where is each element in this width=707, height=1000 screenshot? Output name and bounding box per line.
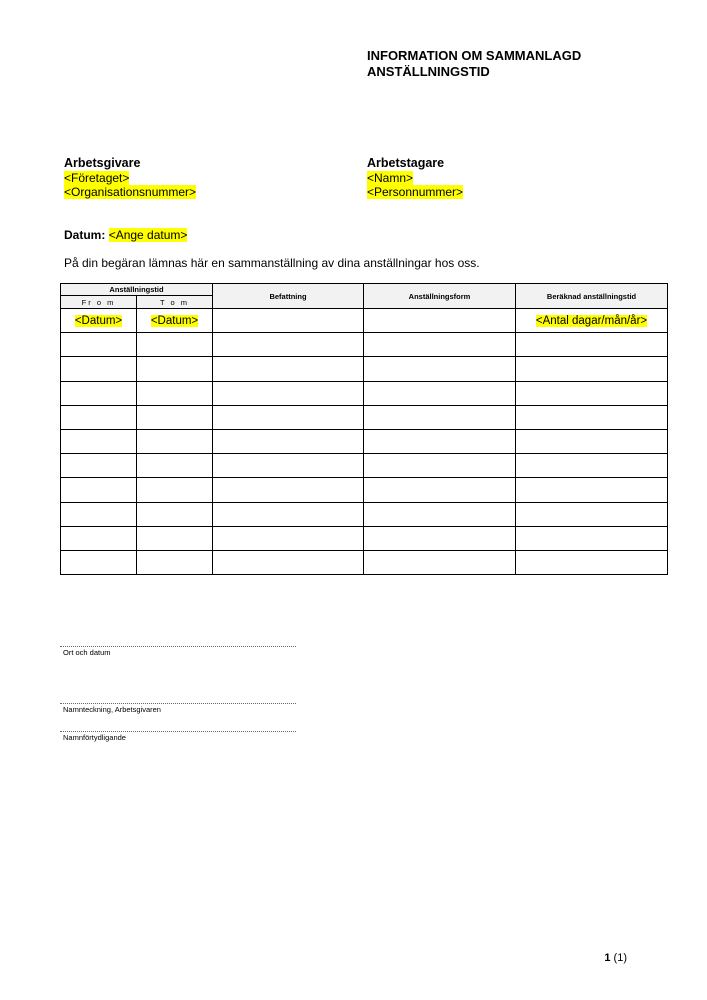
title-line-1: INFORMATION OM SAMMANLAGD	[367, 48, 582, 63]
cell-calculated-time[interactable]	[516, 526, 668, 550]
cell-position[interactable]	[213, 454, 364, 478]
cell-employment-form[interactable]	[364, 381, 516, 405]
cell-from[interactable]	[61, 454, 137, 478]
table-row	[61, 429, 668, 453]
cell-employment-form[interactable]	[364, 357, 516, 381]
cell-position[interactable]	[213, 502, 364, 526]
name-clarification-line[interactable]	[60, 731, 296, 732]
cell-tom[interactable]	[137, 405, 213, 429]
employer-org-number-field[interactable]: <Organisationsnummer>	[64, 185, 197, 199]
cell-position[interactable]	[213, 333, 364, 357]
employee-personal-number-field[interactable]: <Personnummer>	[367, 185, 464, 199]
cell-employment-form[interactable]	[364, 502, 516, 526]
page-total: (1)	[613, 952, 627, 964]
cell-calculated-time[interactable]	[516, 454, 668, 478]
cell-tom[interactable]	[137, 526, 213, 550]
cell-calculated-time[interactable]	[516, 333, 668, 357]
cell-calculated-time[interactable]	[516, 550, 668, 574]
cell-position[interactable]	[213, 478, 364, 502]
table-row	[61, 309, 668, 333]
from-date-field[interactable]: <Datum>	[74, 314, 123, 327]
cell-employment-form[interactable]	[364, 550, 516, 574]
page-current: 1	[604, 952, 611, 964]
cell-tom[interactable]	[137, 333, 213, 357]
table-row	[61, 357, 668, 381]
cell-calculated-time[interactable]	[516, 309, 668, 333]
cell-calculated-time[interactable]	[516, 429, 668, 453]
header-from: Fr o m	[61, 296, 137, 309]
table-row	[61, 333, 668, 357]
cell-tom[interactable]	[137, 429, 213, 453]
header-employment-form: Anställningsform	[364, 284, 516, 309]
cell-from[interactable]	[61, 502, 137, 526]
table-row	[61, 526, 668, 550]
table-row	[61, 405, 668, 429]
table-row	[61, 454, 668, 478]
header-tom: T o m	[137, 296, 213, 309]
cell-from[interactable]	[61, 309, 137, 333]
table-row	[61, 381, 668, 405]
cell-position[interactable]	[213, 357, 364, 381]
cell-calculated-time[interactable]	[516, 357, 668, 381]
cell-tom[interactable]	[137, 502, 213, 526]
employer-company-field[interactable]: <Företaget>	[64, 171, 130, 185]
employer-heading: Arbetsgivare	[64, 156, 141, 170]
cell-position[interactable]	[213, 381, 364, 405]
cell-from[interactable]	[61, 550, 137, 574]
cell-tom[interactable]	[137, 357, 213, 381]
cell-tom[interactable]	[137, 309, 213, 333]
employer-block	[64, 156, 196, 199]
cell-employment-form[interactable]	[364, 333, 516, 357]
signature-label: Namnteckning, Arbetsgivaren	[63, 705, 161, 714]
cell-from[interactable]	[61, 429, 137, 453]
employee-block	[367, 156, 463, 199]
place-date-line[interactable]	[60, 646, 296, 647]
cell-position[interactable]	[213, 405, 364, 429]
employment-table	[60, 283, 668, 575]
cell-calculated-time[interactable]	[516, 502, 668, 526]
cell-tom[interactable]	[137, 381, 213, 405]
place-date-label: Ort och datum	[63, 648, 111, 657]
document-title	[367, 48, 581, 80]
table-row	[61, 502, 668, 526]
title-line-2: ANSTÄLLNINGSTID	[367, 64, 490, 79]
signature-line[interactable]	[60, 703, 296, 704]
employee-heading: Arbetstagare	[367, 156, 445, 170]
cell-from[interactable]	[61, 526, 137, 550]
cell-from[interactable]	[61, 381, 137, 405]
cell-calculated-time[interactable]	[516, 405, 668, 429]
table-row	[61, 478, 668, 502]
header-employment-period: Anställningstid	[61, 284, 213, 296]
cell-employment-form[interactable]	[364, 405, 516, 429]
cell-position[interactable]	[213, 526, 364, 550]
calculated-time-field[interactable]: <Antal dagar/mån/år>	[535, 314, 648, 327]
cell-employment-form[interactable]	[364, 429, 516, 453]
cell-calculated-time[interactable]	[516, 478, 668, 502]
cell-calculated-time[interactable]	[516, 381, 668, 405]
cell-tom[interactable]	[137, 454, 213, 478]
cell-position[interactable]	[213, 309, 364, 333]
intro-text: På din begäran lämnas här en sammanställning av dina anställningar hos oss.	[64, 256, 480, 270]
cell-tom[interactable]	[137, 550, 213, 574]
cell-employment-form[interactable]	[364, 478, 516, 502]
cell-from[interactable]	[61, 357, 137, 381]
page-number	[604, 952, 627, 964]
cell-from[interactable]	[61, 478, 137, 502]
employee-name-field[interactable]: <Namn>	[367, 171, 414, 185]
cell-from[interactable]	[61, 333, 137, 357]
date-label: Datum:	[64, 228, 106, 242]
header-calculated-time: Beräknad anställningstid	[516, 284, 668, 309]
tom-date-field[interactable]: <Datum>	[150, 314, 199, 327]
cell-tom[interactable]	[137, 478, 213, 502]
cell-employment-form[interactable]	[364, 454, 516, 478]
header-position: Befattning	[213, 284, 364, 309]
date-field[interactable]: <Ange datum>	[108, 228, 188, 242]
cell-position[interactable]	[213, 550, 364, 574]
cell-employment-form[interactable]	[364, 309, 516, 333]
cell-position[interactable]	[213, 429, 364, 453]
date-row	[64, 228, 187, 242]
table-row	[61, 550, 668, 574]
cell-employment-form[interactable]	[364, 526, 516, 550]
cell-from[interactable]	[61, 405, 137, 429]
name-clarification-label: Namnförtydligande	[63, 733, 126, 742]
